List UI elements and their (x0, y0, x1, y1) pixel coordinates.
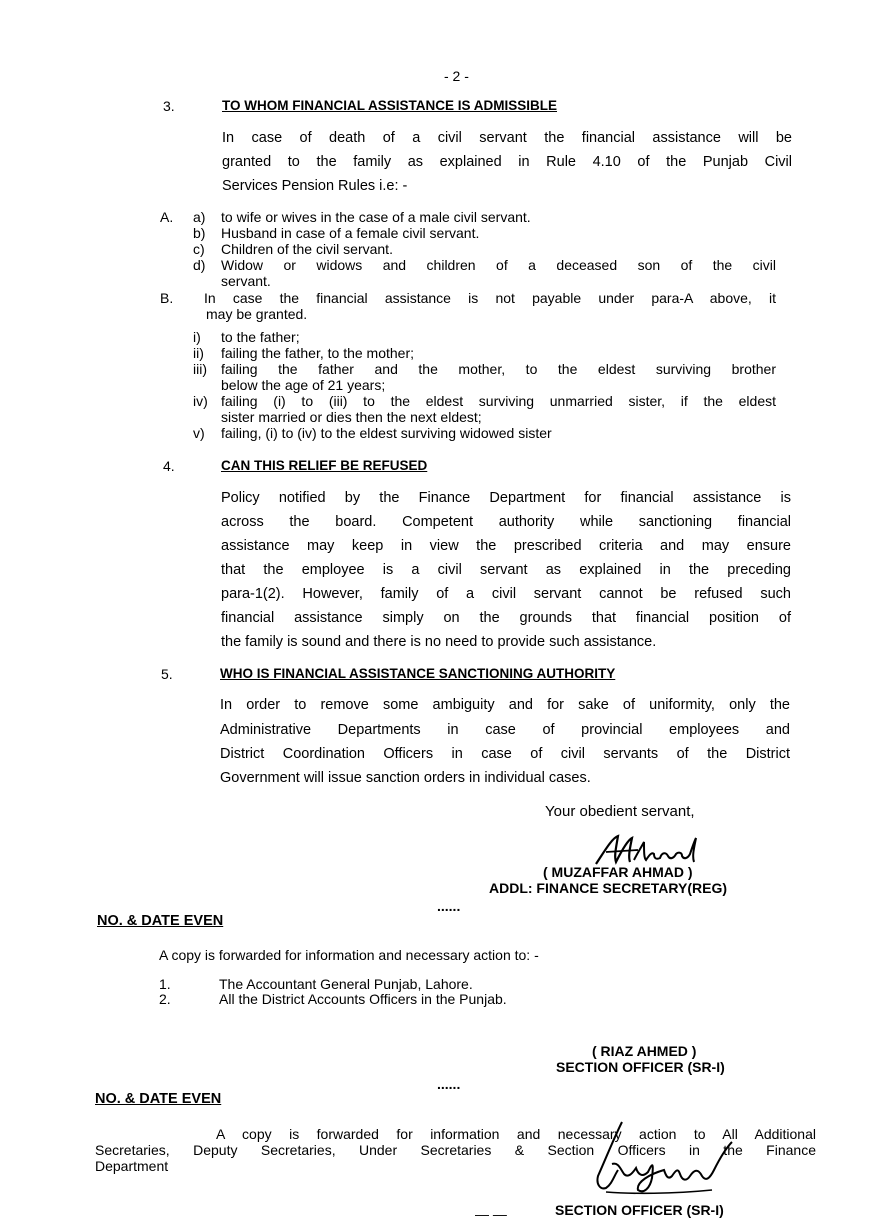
section-5-heading: WHO IS FINANCIAL ASSISTANCE SANCTIONING AUTHORITY (220, 666, 616, 681)
list-b-item-text: failing, (i) to (iv) to the eldest surviving widowed sister (221, 425, 552, 441)
page-number: - 2 - (444, 68, 469, 84)
list-b-text: may be granted. (206, 306, 308, 322)
separator-dots: ...... (437, 898, 461, 914)
endorsement-2-heading: NO. & DATE EVEN (95, 1091, 222, 1107)
section-4-para-line: across the board. Competent authority while sanctioning financial (221, 514, 791, 530)
endorsement-1-item-text: All the District Accounts Officers in the Punjab. (219, 991, 507, 1007)
list-a-item-mark: c) (193, 241, 205, 257)
list-a-item-mark: a) (193, 209, 206, 225)
list-a-item-text: Children of the civil servant. (221, 241, 393, 257)
list-b-item-text: failing the father and the mother, to the eldest surviving brother (221, 361, 776, 377)
endorsement-2-title: SECTION OFFICER (SR-I) (555, 1202, 724, 1218)
endorsement-1-title: SECTION OFFICER (SR-I) (556, 1059, 725, 1075)
section-3-heading: TO WHOM FINANCIAL ASSISTANCE IS ADMISSIBLE (222, 98, 558, 113)
endorsement-2-line: Secretaries, Deputy Secretaries, Under Secretaries & Section Officers in the Finance (95, 1142, 816, 1158)
endorsement-1-heading: NO. & DATE EVEN (97, 913, 224, 929)
endorsement-2-line: A copy is forwarded for information and necessary action to All Additional (216, 1126, 816, 1142)
list-b-label: B. (160, 290, 174, 306)
section-3-para-line: granted to the family as explained in Rule 4.10 of the Punjab Civil (222, 154, 792, 170)
section-4-para-line: para-1(2). However, family of a civil servant cannot be refused such (221, 586, 791, 602)
list-a-item-mark: d) (193, 257, 206, 273)
section-4-para-line: assistance may keep in view the prescribed criteria and may ensure (221, 538, 791, 554)
list-b-item-mark: ii) (193, 345, 204, 361)
section-5-para-line: Administrative Departments in case of provincial employees and (220, 722, 790, 738)
list-a-item-text: Husband in case of a female civil servant. (221, 225, 480, 241)
section-4-para-line: the family is sound and there is no need to provide such assistance. (221, 634, 657, 650)
salutation: Your obedient servant, (545, 803, 695, 820)
signatory-name: ( MUZAFFAR AHMAD ) (543, 864, 693, 880)
section-5-para-line: Government will issue sanction orders in individual cases. (220, 770, 591, 786)
endorsement-1-intro: A copy is forwarded for information and necessary action to: - (159, 947, 539, 963)
list-b-item-mark: v) (193, 425, 205, 441)
list-b-item-text: failing the father, to the mother; (221, 345, 415, 361)
section-4-para-line: financial assistance simply on the grounds that financial position of (221, 610, 791, 626)
section-3-para-line: In case of death of a civil servant the financial assistance will be (222, 130, 792, 146)
section-3-para-line: Services Pension Rules i.e: - (222, 178, 408, 194)
endorsement-1-item-number: 1. (159, 976, 171, 992)
section-4-number: 4. (163, 458, 175, 474)
list-a-item-mark: b) (193, 225, 206, 241)
endorsement-1-name: ( RIAZ AHMED ) (592, 1043, 697, 1059)
endorsement-2-line: Department (95, 1158, 169, 1174)
endorsement-1-item-number: 2. (159, 991, 171, 1007)
list-b-item-mark: iv) (193, 393, 208, 409)
endorsement-1-item-text: The Accountant General Punjab, Lahore. (219, 976, 473, 992)
section-5-number: 5. (161, 666, 173, 682)
signatory-title: ADDL: FINANCE SECRETARY(REG) (489, 880, 727, 896)
section-5-para-line: District Coordination Officers in case of civil servants of the District (220, 746, 790, 762)
list-a-item-text: Widow or widows and children of a deceased son of the civil (221, 257, 776, 273)
section-4-para-line: that the employee is a civil servant as explained in the preceding (221, 562, 791, 578)
list-a-item-text: servant. (221, 273, 271, 289)
list-b-item-text: sister married or dies then the next eldest; (221, 409, 482, 425)
signature-muzaffar (592, 832, 702, 868)
list-b-item-mark: i) (193, 329, 201, 345)
section-4-para-line: Policy notified by the Finance Department for financial assistance is (221, 490, 791, 506)
section-4-heading: CAN THIS RELIEF BE REFUSED (221, 458, 428, 473)
list-b-item-text: failing (i) to (iii) to the eldest surviving unmarried sister, if the eldest (221, 393, 776, 409)
section-3-number: 3. (163, 98, 175, 114)
list-b-item-text: below the age of 21 years; (221, 377, 386, 393)
list-b-text: In case the financial assistance is not payable under para-A above, it (204, 290, 776, 306)
signature-section-officer (592, 1118, 742, 1210)
list-b-item-mark: iii) (193, 361, 207, 377)
list-a-label: A. (160, 209, 174, 225)
separator-dots: ...... (437, 1076, 461, 1092)
list-a-item-text: to wife or wives in the case of a male civil servant. (221, 209, 531, 225)
section-5-para-line: In order to remove some ambiguity and for sake of uniformity, only the (220, 697, 790, 713)
list-b-item-text: to the father; (221, 329, 300, 345)
footer-mark: — — (475, 1206, 507, 1222)
